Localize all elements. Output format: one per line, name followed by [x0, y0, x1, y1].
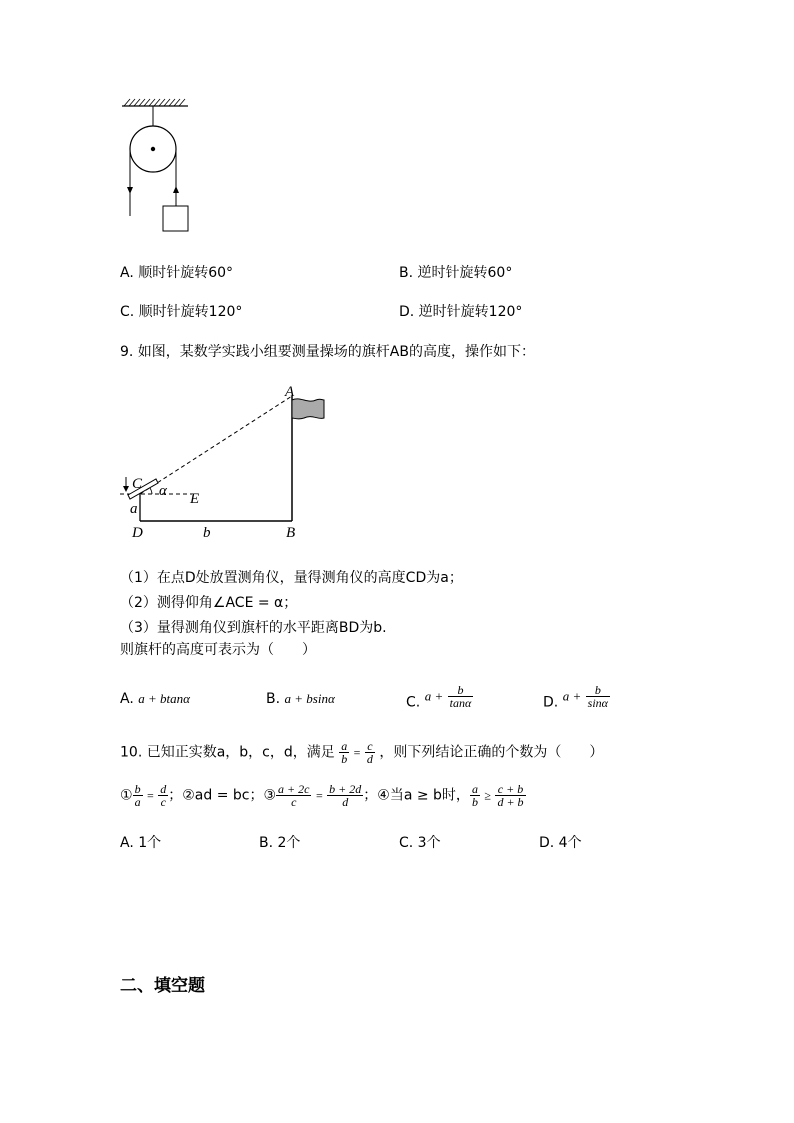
q9-step-3: （3）量得测角仪到旗杆的水平距离BD为b.	[120, 620, 387, 636]
q9-option-d: D. a + $\frac{b}{\sin\alpha}$	[543, 683, 608, 711]
label-C: C	[132, 476, 143, 492]
label-D: D	[132, 525, 143, 541]
q8-option-a: A. 顺时针旋转60°	[120, 265, 234, 281]
q8-option-d: D. 逆时针旋转120°	[399, 304, 523, 320]
label-alpha: α	[159, 483, 167, 499]
section-heading-fill-in: 二、填空题	[120, 976, 205, 996]
q10-statements: ① $\frac{b}{a}$ = $\frac{d}{c}$ ；②ad = bc；③ $\frac{a + 2c}{c}$ = $\frac{b + 2d}{d}$ ；④当a ≥ b时， $\frac{a}{b}$ ≥ $\frac{c + b}{d + b}$	[120, 782, 524, 809]
label-E: E	[190, 491, 200, 507]
q9-step-1: （1）在点D处放置测角仪，量得测角仪的高度CD为a；	[120, 570, 463, 586]
label-B: B	[286, 525, 296, 541]
q8-option-b: B. 逆时针旋转60°	[399, 265, 513, 281]
flagpole-figure	[112, 382, 342, 542]
q9-option-a: A. a + btanα	[120, 691, 190, 707]
q9-option-c: C. a + $\frac{b}{\tan\alpha}$	[406, 683, 472, 711]
q9-ask: 则旗杆的高度可表示为（ ）	[120, 642, 316, 658]
q10-option-d: D. 4个	[539, 835, 582, 851]
label-b: b	[203, 525, 211, 541]
q10-option-b: B. 2个	[259, 835, 301, 851]
q9-option-b: B. a + bsinα	[266, 691, 335, 707]
label-A: A	[285, 384, 295, 400]
q10-option-a: A. 1个	[120, 835, 162, 851]
q9-stem: 9. 如图，某数学实践小组要测量操场的旗杆AB的高度，操作如下：	[120, 344, 535, 360]
q10-option-c: C. 3个	[399, 835, 441, 851]
q8-option-c: C. 顺时针旋转120°	[120, 304, 243, 320]
q10-stem: 10. 已知正实数a，b，c，d，满足 $\frac{a}{b}$ = $\frac{c}{d}$ ，则下列结论正确的个数为（ ）	[120, 739, 604, 766]
q9-step-2: （2）测得仰角∠ACE = α；	[120, 595, 298, 611]
pulley-figure	[110, 96, 200, 236]
label-a: a	[130, 501, 138, 517]
